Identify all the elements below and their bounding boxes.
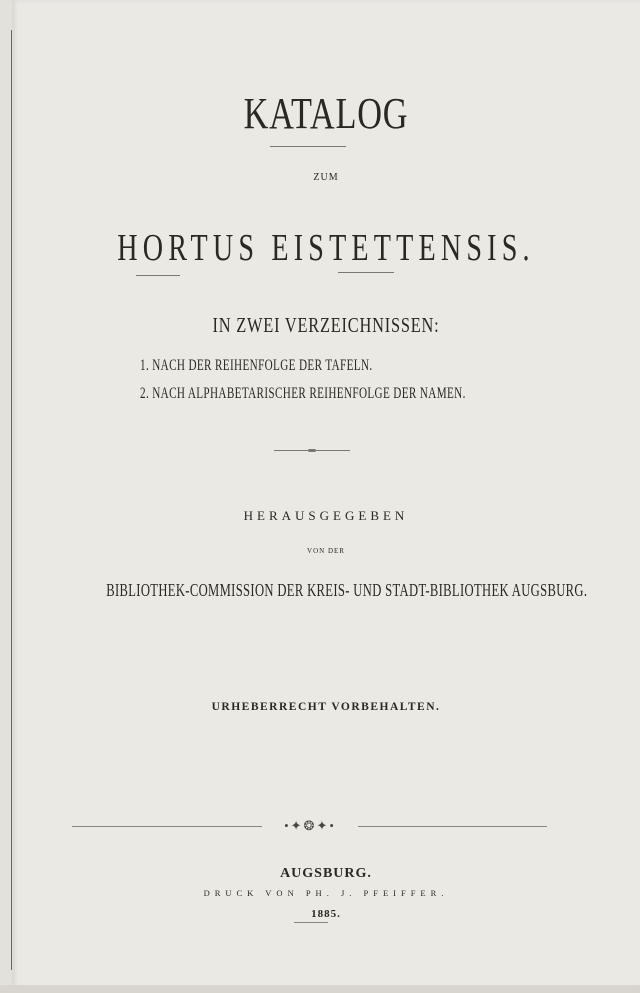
von-der: VON DER <box>307 547 345 555</box>
imprint-year: 1885. <box>311 908 341 920</box>
index-list <box>140 352 466 408</box>
ornament-icon: •✦❂✦• <box>262 816 358 836</box>
printer-line: DRUCK VON PH. J. PFEIFFER. <box>203 888 449 898</box>
zum-word: ZUM <box>313 172 339 183</box>
list-item: 2. NACH ALPHABETARISCHER REIHENFOLGE DER NAMEN. <box>140 385 466 402</box>
year-underline <box>294 922 328 923</box>
divider-rule <box>274 450 350 451</box>
page-title: KATALOG <box>243 89 409 138</box>
imprint-city: AUGSBURG. <box>280 866 372 881</box>
copyright-notice: URHEBERRECHT VORBEHALTEN. <box>211 701 441 713</box>
subtitle-swash-right <box>338 272 394 273</box>
commission-name: BIBLIOTHEK-COMMISSION DER KREIS- UND STADT-BIBLIOTHEK AUGSBURG. <box>106 580 588 600</box>
subtitle-swash-left <box>136 275 180 276</box>
in-zwei-verzeichnissen: IN ZWEI VERZEICHNISSEN: <box>212 313 440 337</box>
subtitle: HORTUS EISTETTENSIS. <box>117 227 535 269</box>
title-underline-decoration <box>270 146 346 147</box>
title-page <box>12 0 640 993</box>
list-item: 1. NACH DER REIHENFOLGE DER TAFELN. <box>140 357 373 374</box>
page-spine-edge <box>11 30 12 970</box>
page-bottom-edge <box>0 985 640 993</box>
herausgegeben: HERAUSGEGEBEN <box>243 508 409 523</box>
